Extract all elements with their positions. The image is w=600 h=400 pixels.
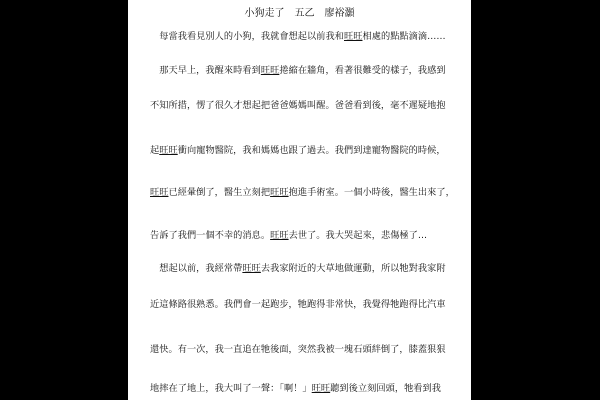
text-segment: 近這條路很熟悉。我們會一起跑步，牠跑得非常快，我覺得牠跑得比汽車: [150, 299, 446, 310]
document-page: [128, 0, 471, 400]
proper-noun: 旺旺: [270, 187, 289, 198]
text-segment: 告訴了我們一個不幸的消息。: [150, 230, 271, 241]
text-segment: 去我家附近的大草地做運動，所以牠對我家附: [260, 263, 446, 274]
text-line: [150, 343, 457, 357]
text-line: [150, 229, 457, 243]
essay-title: 小狗走了 五乙 廖裕灝: [244, 8, 355, 19]
proper-noun: 旺旺: [242, 263, 261, 274]
text-segment: 想起以前，我經常帶: [150, 263, 243, 274]
text-segment: 衝向寵物醫院，我和媽媽也跟了過去。我們到達寵物醫院的時候，: [177, 145, 446, 156]
text-line: [150, 382, 457, 396]
text-segment: 每當我看見別人的小狗，我就會想起以前我和: [150, 31, 344, 42]
proper-noun: 旺旺: [270, 230, 289, 241]
text-line: [150, 30, 457, 44]
text-segment: 不知所措，愣了很久才想起把爸爸媽媽叫醒。爸爸看到後，毫不遲疑地抱: [150, 100, 446, 111]
text-line: [150, 99, 457, 113]
text-line: [150, 144, 457, 158]
text-segment: 那天早上，我醒來時看到: [150, 65, 261, 76]
text-segment: 捲縮在牆角，看著很難受的樣子，我感到: [279, 65, 446, 76]
proper-noun: 旺旺: [159, 145, 178, 156]
proper-noun: 旺旺: [311, 383, 331, 394]
text-line: [150, 186, 457, 200]
text-segment: 抱進手術室。一個小時後，醫生出來了，: [288, 187, 455, 198]
text-line: [150, 262, 457, 276]
proper-noun: 旺旺: [260, 65, 280, 76]
text-segment: 起: [150, 145, 160, 156]
text-segment: 地摔在了地上，我大叫了一聲：「啊！」: [150, 383, 312, 394]
text-segment: 還快。有一次，我一直追在牠後面，突然我被一塊石頭絆倒了，膝蓋狠狠: [150, 344, 446, 355]
text-segment: 聽到後立刻回頭，牠看到我: [330, 383, 442, 394]
text-segment: 已經暈倒了，醫生立刻把: [168, 187, 271, 198]
proper-noun: 旺旺: [150, 187, 169, 198]
proper-noun: 旺旺: [344, 31, 363, 42]
text-line: [150, 64, 457, 78]
text-segment: 去世了。我大哭起來，悲傷極了…: [288, 230, 428, 241]
text-segment: 相處的點點滴滴……: [362, 31, 446, 42]
text-line: [150, 298, 457, 312]
